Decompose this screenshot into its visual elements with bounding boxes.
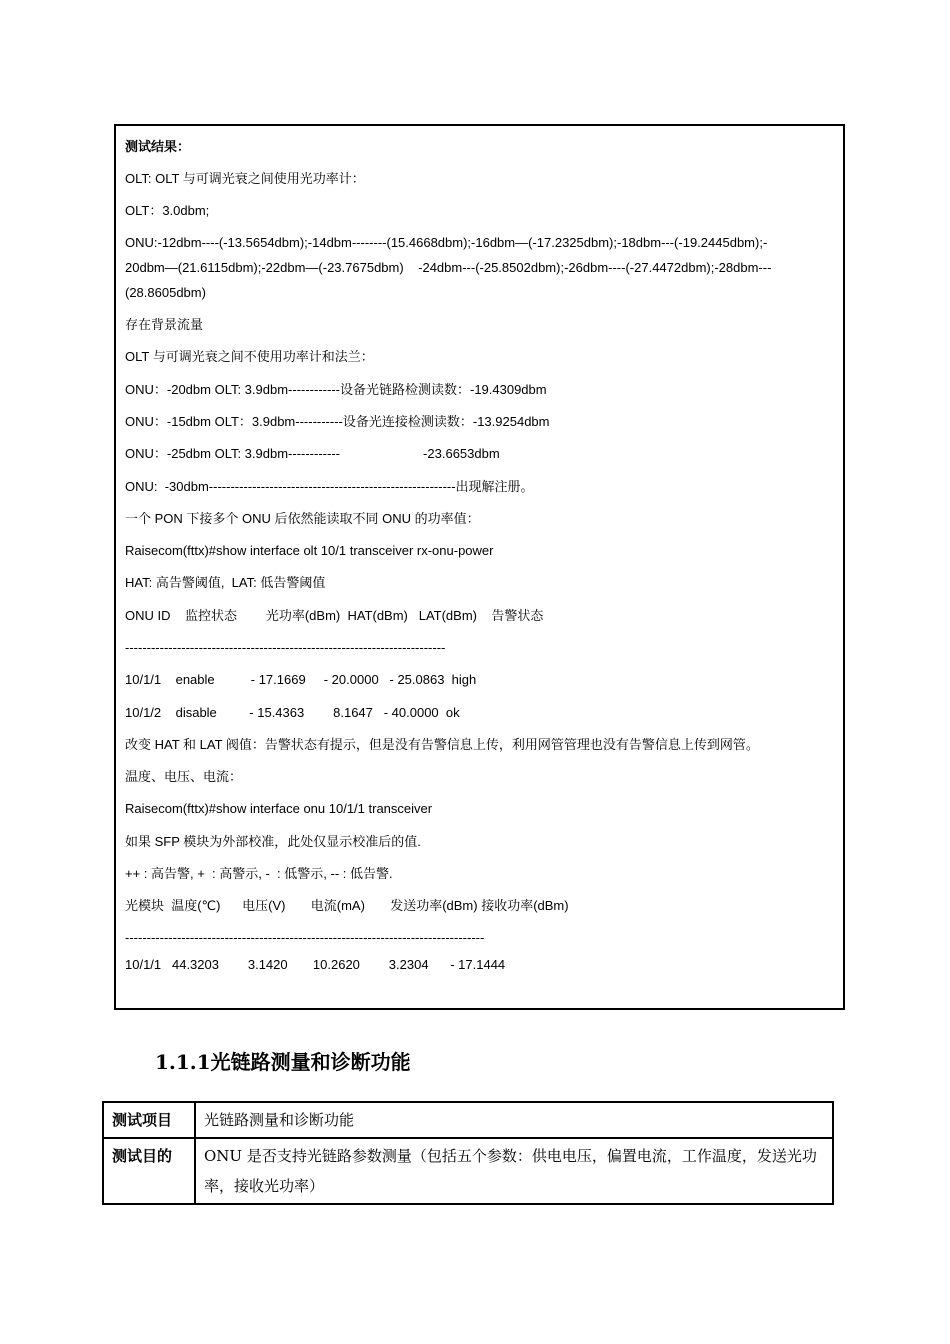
result-line: OLT: OLT 与可调光衰之间使用光功率计： [125, 171, 365, 186]
result-line: Raisecom(fttx)#show interface onu 10/1/1 transceiver [125, 801, 433, 816]
result-line: OLT：3.0dbm; [125, 203, 210, 218]
result-line: (28.8605dbm) [125, 285, 206, 300]
result-title: 测试结果： [125, 139, 191, 154]
result-line: 一个 PON 下接多个 ONU 后依然能读取不同 ONU 的功率值： [125, 511, 480, 526]
result-line: Raisecom(fttx)#show interface olt 10/1 transceiver rx-onu-power [125, 543, 494, 558]
result-line: HAT: 高告警阈值, LAT: 低告警阈值 [125, 575, 326, 590]
table-row [103, 1102, 833, 1138]
result-line: ++ : 高告警, + : 高警示, - : 低警示, -- : 低告警. [125, 866, 393, 881]
test-result-box [114, 124, 845, 1010]
result-line: 如果 SFP 模块为外部校准，此处仅显示校准后的值. [125, 834, 421, 849]
table-row [103, 1138, 833, 1204]
row-label: 测试目的 [103, 1138, 195, 1204]
result-line: 温度、电压、电流： [125, 769, 243, 784]
result-line: ONU: -30dbm---------------------------------------------------------出现解注册。 [125, 479, 534, 494]
result-line: OLT 与可调光衰之间不使用功率计和法兰： [125, 349, 374, 364]
row-label: 测试项目 [103, 1102, 195, 1138]
result-line: 10/1/1 enable - 17.1669 - 20.0000 - 25.0863 high [125, 672, 477, 687]
result-line: 光模块 温度(℃) 电压(V) 电流(mA) 发送功率(dBm) 接收功率(dBm) [125, 898, 569, 913]
result-line: 20dbm—(21.6115dbm);-22dbm—(-23.7675dbm) -24dbm---(-25.8502dbm);-26dbm----(-27.4472dbm);-28dbm--- [125, 260, 772, 275]
result-line: ONU:-12dbm----(-13.5654dbm);-14dbm--------(15.4668dbm);-16dbm—(-17.2325dbm);-18dbm---(-19.2445dbm);- [125, 235, 768, 250]
result-line: ONU：-20dbm OLT: 3.9dbm------------设备光链路检测读数：-19.4309dbm [125, 382, 547, 397]
result-line: 10/1/1 44.3203 3.1420 10.2620 3.2304 - 17.1444 [125, 957, 506, 972]
result-line: ----------------------------------------------------------------------------------- [125, 930, 485, 945]
row-value: 光链路测量和诊断功能 [195, 1102, 833, 1138]
result-line: ONU ID 监控状态 光功率(dBm) HAT(dBm) LAT(dBm) 告警状态 [125, 608, 544, 623]
result-line: ONU：-15dbm OLT：3.9dbm-----------设备光连接检测读数：-13.9254dbm [125, 414, 550, 429]
result-line: 10/1/2 disable - 15.4363 8.1647 - 40.0000 ok [125, 705, 460, 720]
result-line: -------------------------------------------------------------------------- [125, 640, 446, 655]
test-info-table [102, 1101, 834, 1205]
result-line: 改变 HAT 和 LAT 阀值：告警状态有提示，但是没有告警信息上传，利用网管管理也没有告警信息上传到网管。 [125, 737, 759, 752]
result-line: 存在背景流量 [125, 317, 204, 332]
result-line: ONU：-25dbm OLT: 3.9dbm------------ -23.6653dbm [125, 446, 500, 461]
row-value: ONU 是否支持光链路参数测量（包括五个参数：供电电压，偏置电流，工作温度，发送光功率，接收光功率） [195, 1138, 833, 1204]
section-heading: 1.1.1光链路测量和诊断功能 [155, 1050, 411, 1074]
